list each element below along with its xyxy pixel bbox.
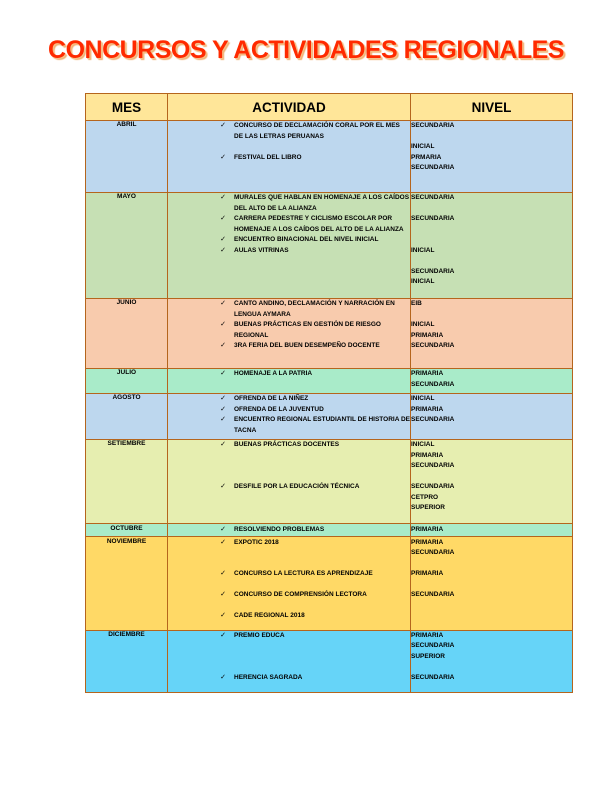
activity-text: CARRERA PEDESTRE Y CICLISMO ESCOLAR POR HOMENAJE A LOS CAÍDOS DEL ALTO DE LA ALIANZA bbox=[234, 215, 404, 233]
activity-cell bbox=[168, 524, 411, 537]
level-text: INICIAL bbox=[411, 278, 435, 285]
level-cell bbox=[411, 630, 573, 692]
level-text: SECUNDARIA bbox=[411, 122, 455, 129]
list-item bbox=[168, 394, 410, 405]
level-text: SECUNDARIA bbox=[411, 215, 455, 222]
activity-cell bbox=[168, 121, 411, 193]
activity-text: CANTO ANDINO, DECLAMACIÓN Y NARRACIÓN EN LENGUA AYMARA bbox=[234, 300, 395, 318]
month-cell: DICIEMBRE bbox=[86, 630, 168, 692]
level-cell bbox=[411, 193, 573, 299]
month-cell: MAYO bbox=[86, 193, 168, 299]
check-icon: ✓ bbox=[220, 300, 226, 307]
level-text: SECUNDARIA bbox=[411, 462, 455, 469]
level-cell bbox=[411, 524, 573, 537]
level-text: CETPRO bbox=[411, 493, 439, 501]
check-icon: ✓ bbox=[220, 395, 226, 402]
level-text: INICIAL bbox=[411, 441, 435, 448]
activity-text: ENCUENTRO REGIONAL ESTUDIANTIL DE HISTORIA DE TACNA bbox=[234, 416, 410, 434]
header-mes: MES bbox=[86, 94, 168, 121]
level-text: PRMARIA bbox=[411, 153, 442, 161]
activity-text: OFRENDA DE LA JUVENTUD bbox=[234, 405, 324, 413]
activity-text: CADE REGIONAL 2018 bbox=[234, 612, 305, 619]
check-icon: ✓ bbox=[220, 416, 226, 423]
list-item bbox=[168, 235, 410, 246]
activity-text: OFRENDA DE LA NIÑEZ bbox=[234, 395, 309, 402]
table-row bbox=[86, 630, 573, 692]
table-row bbox=[86, 440, 573, 524]
check-icon: ✓ bbox=[220, 194, 226, 201]
page-title: CONCURSOS Y ACTIVIDADES REGIONALES bbox=[48, 36, 564, 64]
list-item bbox=[168, 525, 410, 536]
level-text: INICIAL bbox=[411, 321, 435, 328]
list-item bbox=[168, 214, 410, 235]
level-text: PRIMARIA bbox=[411, 370, 444, 377]
activity-cell bbox=[168, 630, 411, 692]
table-row bbox=[86, 121, 573, 193]
level-text: INICIAL bbox=[411, 246, 435, 254]
level-text: SECUNDARIA bbox=[411, 642, 455, 649]
level-cell bbox=[411, 394, 573, 440]
table-row bbox=[86, 193, 573, 299]
level-text: SECUNDARIA bbox=[411, 673, 455, 681]
level-text: SECUNDARIA bbox=[411, 380, 455, 388]
level-text: INICIAL bbox=[411, 143, 435, 150]
list-item bbox=[168, 673, 410, 684]
list-item bbox=[168, 569, 410, 580]
level-text: PRIMARIA bbox=[411, 538, 444, 546]
check-icon: ✓ bbox=[220, 122, 226, 129]
check-icon: ✓ bbox=[220, 631, 226, 639]
activity-text: 3RA FERIA DEL BUEN DESEMPEÑO DOCENTE bbox=[234, 342, 380, 349]
check-icon: ✓ bbox=[220, 215, 226, 222]
table-row bbox=[86, 524, 573, 537]
activity-text: BUENAS PRÁCTICAS EN GESTIÓN DE RIESGO REGIONAL bbox=[234, 321, 381, 339]
list-item bbox=[168, 121, 410, 142]
level-text: SUPERIOR bbox=[411, 652, 445, 660]
level-text: SECUNDARIA bbox=[411, 483, 455, 490]
table-row bbox=[86, 536, 573, 630]
level-text: SECUNDARIA bbox=[411, 342, 455, 349]
list-item bbox=[168, 611, 410, 622]
level-text: PRIMARIA bbox=[411, 405, 444, 413]
level-text: PRIMARIA bbox=[411, 631, 444, 639]
list-item bbox=[168, 341, 410, 352]
activity-cell bbox=[168, 394, 411, 440]
level-cell bbox=[411, 299, 573, 369]
check-icon: ✓ bbox=[220, 570, 226, 577]
check-icon: ✓ bbox=[220, 526, 226, 533]
list-item bbox=[168, 415, 410, 436]
header-nivel: NIVEL bbox=[411, 94, 573, 121]
list-item bbox=[168, 440, 410, 451]
month-cell: AGOSTO bbox=[86, 394, 168, 440]
list-item bbox=[168, 193, 410, 214]
list-item bbox=[168, 369, 410, 380]
activity-text: HERENCIA SAGRADA bbox=[234, 673, 303, 681]
activity-cell bbox=[168, 299, 411, 369]
list-item bbox=[168, 538, 410, 549]
list-item bbox=[168, 405, 410, 416]
level-text: PRIMARIA bbox=[411, 331, 444, 339]
check-icon: ✓ bbox=[220, 153, 226, 161]
level-text: EIB bbox=[411, 300, 422, 307]
level-text: SECUNDARIA bbox=[411, 549, 455, 556]
month-cell: NOVIEMBRE bbox=[86, 536, 168, 630]
activity-text: DESFILE POR LA EDUCACIÓN TÉCNICA bbox=[234, 483, 360, 490]
list-item bbox=[168, 590, 410, 601]
check-icon: ✓ bbox=[220, 483, 226, 490]
check-icon: ✓ bbox=[220, 591, 226, 598]
level-text: PRIMARIA bbox=[411, 451, 444, 459]
level-text: SECUNDARIA bbox=[411, 267, 455, 275]
check-icon: ✓ bbox=[220, 342, 226, 349]
level-cell bbox=[411, 440, 573, 524]
month-cell: JUNIO bbox=[86, 299, 168, 369]
level-text: SECUNDARIA bbox=[411, 591, 455, 598]
activity-text: FESTIVAL DEL LIBRO bbox=[234, 153, 302, 161]
check-icon: ✓ bbox=[220, 612, 226, 619]
activity-text: HOMENAJE A LA PATRIA bbox=[234, 370, 313, 377]
level-text: SECUNDARIA bbox=[411, 164, 455, 171]
table-row bbox=[86, 394, 573, 440]
check-icon: ✓ bbox=[220, 441, 226, 448]
header-actividad: ACTIVIDAD bbox=[168, 94, 411, 121]
activity-text: CONCURSO DE DECLAMACIÓN CORAL POR EL MES DE LAS LETRAS PERUANAS bbox=[234, 122, 400, 140]
activity-cell bbox=[168, 440, 411, 524]
activity-text: BUENAS PRÁCTICAS DOCENTES bbox=[234, 441, 340, 448]
month-cell: SETIEMBRE bbox=[86, 440, 168, 524]
level-cell bbox=[411, 121, 573, 193]
activity-text: MURALES QUE HABLAN EN HOMENAJE A LOS CAÍDOS DEL ALTO DE LA ALIANZA bbox=[234, 194, 410, 212]
activity-text: CONCURSO DE COMPRENSIÓN LECTORA bbox=[234, 591, 367, 598]
list-item bbox=[168, 631, 410, 642]
activity-text: AULAS VITRINAS bbox=[234, 246, 289, 254]
level-text: PRIMARIA bbox=[411, 570, 444, 577]
activity-cell bbox=[168, 369, 411, 394]
activity-text: CONCURSO LA LECTURA ES APRENDIZAJE bbox=[234, 570, 373, 577]
activity-text: EXPOTIC 2018 bbox=[234, 538, 279, 546]
list-item bbox=[168, 320, 410, 341]
level-text: INICIAL bbox=[411, 395, 435, 402]
level-cell bbox=[411, 369, 573, 394]
level-text: PRIMARIA bbox=[411, 526, 444, 533]
list-item bbox=[168, 299, 410, 320]
activity-cell bbox=[168, 536, 411, 630]
activity-text: ENCUENTRO BINACIONAL DEL NIVEL INICIAL bbox=[234, 236, 379, 243]
check-icon: ✓ bbox=[220, 538, 226, 546]
list-item bbox=[168, 246, 410, 257]
level-cell bbox=[411, 536, 573, 630]
check-icon: ✓ bbox=[220, 370, 226, 377]
check-icon: ✓ bbox=[220, 673, 226, 681]
level-text: SUPERIOR bbox=[411, 504, 445, 511]
level-text: SECUNDARIA bbox=[411, 416, 455, 423]
check-icon: ✓ bbox=[220, 321, 226, 328]
table-row bbox=[86, 299, 573, 369]
check-icon: ✓ bbox=[220, 236, 226, 243]
list-item bbox=[168, 153, 410, 164]
activities-table bbox=[85, 93, 573, 693]
table-header-row bbox=[86, 94, 573, 121]
activity-cell bbox=[168, 193, 411, 299]
activity-text: PREMIO EDUCA bbox=[234, 631, 285, 639]
list-item bbox=[168, 482, 410, 493]
level-text: SECUNDARIA bbox=[411, 194, 455, 201]
table-row bbox=[86, 369, 573, 394]
activity-text: RESOLVIENDO PROBLEMAS bbox=[234, 526, 325, 533]
month-cell: JULIO bbox=[86, 369, 168, 394]
month-cell: OCTUBRE bbox=[86, 524, 168, 537]
check-icon: ✓ bbox=[220, 246, 226, 254]
month-cell: ABRIL bbox=[86, 121, 168, 193]
check-icon: ✓ bbox=[220, 405, 226, 413]
